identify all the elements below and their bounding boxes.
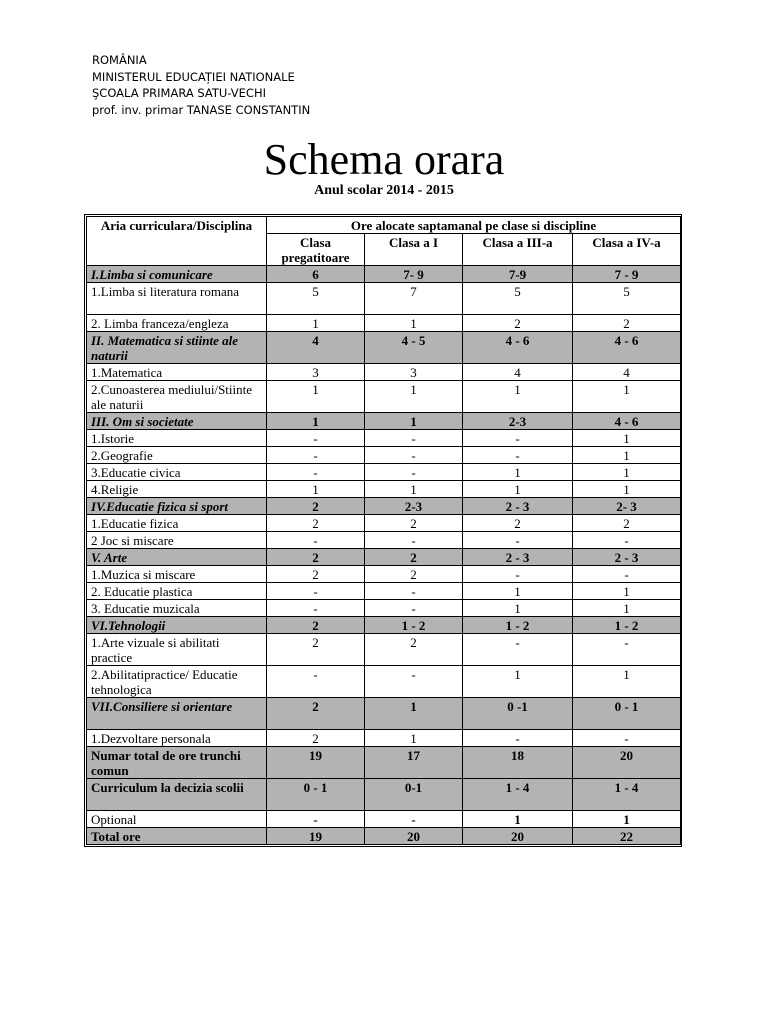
hours-cell: - — [267, 430, 365, 447]
hours-cell: 2 — [463, 315, 573, 332]
hours-cell: 2 - 3 — [573, 549, 681, 566]
hours-cell: 1 — [573, 464, 681, 481]
hours-cell: 2 — [267, 566, 365, 583]
table-row — [87, 828, 681, 845]
hours-cell: 1 — [365, 730, 463, 747]
schedule-table-frame — [84, 214, 682, 847]
table-row — [87, 315, 681, 332]
hours-cell: 1 - 4 — [463, 779, 573, 811]
hours-cell: 3 — [365, 364, 463, 381]
hours-cell: - — [463, 566, 573, 583]
hours-cell: 1 - 2 — [573, 617, 681, 634]
hours-cell: 2 — [267, 498, 365, 515]
hours-cell: 19 — [267, 747, 365, 779]
row-label: 2 Joc si miscare — [87, 532, 267, 549]
hours-cell: 1 — [365, 413, 463, 430]
hours-cell: - — [365, 666, 463, 698]
hours-cell: 1 — [267, 315, 365, 332]
hours-cell: 2 — [463, 515, 573, 532]
hours-cell: 4 - 6 — [463, 332, 573, 364]
hours-cell: 1 — [573, 481, 681, 498]
hours-cell: - — [463, 430, 573, 447]
hours-cell: 1 — [463, 666, 573, 698]
row-label: 2. Educatie plastica — [87, 583, 267, 600]
hours-cell: - — [365, 811, 463, 828]
table-row — [87, 583, 681, 600]
row-label: 1.Limba si literatura romana — [87, 283, 267, 315]
hours-cell: 2 — [573, 315, 681, 332]
row-label: Numar total de ore trunchi comun — [87, 747, 267, 779]
hours-cell: 3 — [267, 364, 365, 381]
hours-cell: - — [267, 464, 365, 481]
hours-cell: - — [365, 600, 463, 617]
hours-cell: 1 — [573, 430, 681, 447]
row-label: 1.Dezvoltare personala — [87, 730, 267, 747]
hours-cell: - — [267, 811, 365, 828]
hours-cell: 1 — [573, 600, 681, 617]
hours-cell: - — [365, 430, 463, 447]
hours-cell: 4 — [267, 332, 365, 364]
row-label: IV.Educatie fizica si sport — [87, 498, 267, 515]
row-label: VI.Tehnologii — [87, 617, 267, 634]
hours-cell: - — [365, 532, 463, 549]
hours-cell: 4 — [463, 364, 573, 381]
hours-cell: 1 — [463, 600, 573, 617]
table-row — [87, 498, 681, 515]
hours-cell: 1 — [573, 583, 681, 600]
row-label: 2. Limba franceza/engleza — [87, 315, 267, 332]
row-label: 2.Abilitatipractice/ Educatie tehnologica — [87, 666, 267, 698]
hours-cell: - — [573, 566, 681, 583]
table-row — [87, 666, 681, 698]
hours-cell: 7- 9 — [365, 266, 463, 283]
row-label: Total ore — [87, 828, 267, 845]
hours-cell: 2-3 — [463, 413, 573, 430]
hours-cell: 17 — [365, 747, 463, 779]
document-header — [92, 52, 310, 118]
hours-cell: 1 — [573, 666, 681, 698]
row-label: VII.Consiliere si orientare — [87, 698, 267, 730]
hours-cell: 1 — [573, 381, 681, 413]
hours-cell: 0-1 — [365, 779, 463, 811]
row-label: I.Limba si comunicare — [87, 266, 267, 283]
page-title: Schema orara — [263, 135, 505, 184]
hours-cell: - — [573, 634, 681, 666]
hours-cell: - — [267, 583, 365, 600]
hours-cell: 1 - 2 — [365, 617, 463, 634]
hours-cell: 2 - 3 — [463, 498, 573, 515]
table-row — [87, 364, 681, 381]
hours-cell: 22 — [573, 828, 681, 845]
hours-cell: - — [267, 532, 365, 549]
row-label: II. Matematica si stiinte ale naturii — [87, 332, 267, 364]
hours-cell: 2 — [365, 566, 463, 583]
hours-cell: - — [365, 583, 463, 600]
hours-cell: 1 — [463, 464, 573, 481]
hours-cell: - — [463, 532, 573, 549]
hours-cell: 1 — [267, 413, 365, 430]
hours-cell: 1 — [365, 315, 463, 332]
header-hours-group: Ore alocate saptamanal pe clase si discipline — [267, 217, 681, 234]
hours-cell: 20 — [365, 828, 463, 845]
row-label: 3.Educatie civica — [87, 464, 267, 481]
table-row — [87, 779, 681, 811]
hours-cell: 5 — [267, 283, 365, 315]
hours-cell: 7 — [365, 283, 463, 315]
hours-cell: 20 — [573, 747, 681, 779]
hours-cell: 4 - 6 — [573, 413, 681, 430]
table-row — [87, 464, 681, 481]
row-label: Curriculum la decizia scolii — [87, 779, 267, 811]
header-class-1: Clasa a I — [365, 234, 463, 266]
hours-cell: 18 — [463, 747, 573, 779]
hours-cell: 20 — [463, 828, 573, 845]
hours-cell: 1 — [365, 381, 463, 413]
hours-cell: - — [463, 730, 573, 747]
hours-cell: - — [463, 447, 573, 464]
header-line-school: ŞCOALA PRIMARA SATU-VECHI — [92, 86, 266, 100]
hours-cell: 1 — [365, 481, 463, 498]
table-row — [87, 532, 681, 549]
hours-cell: 2 — [267, 617, 365, 634]
row-label: III. Om si societate — [87, 413, 267, 430]
row-label: 1.Istorie — [87, 430, 267, 447]
table-row — [87, 617, 681, 634]
hours-cell: 6 — [267, 266, 365, 283]
hours-cell: 7-9 — [463, 266, 573, 283]
hours-cell: 2 - 3 — [463, 549, 573, 566]
table-row — [87, 332, 681, 364]
header-line-country: ROMÂNIA — [92, 53, 147, 67]
table-row — [87, 430, 681, 447]
table-row — [87, 266, 681, 283]
hours-cell: 1 — [463, 583, 573, 600]
table-row — [87, 811, 681, 828]
hours-cell: - — [573, 532, 681, 549]
hours-cell: 2 — [267, 730, 365, 747]
hours-cell: 2-3 — [365, 498, 463, 515]
page-subtitle: Anul scolar 2014 - 2015 — [314, 183, 454, 198]
table-row — [87, 515, 681, 532]
hours-cell: 2 — [365, 634, 463, 666]
table-row — [87, 730, 681, 747]
hours-cell: 2 — [267, 698, 365, 730]
table-row — [87, 698, 681, 730]
table-row — [87, 413, 681, 430]
table-row — [87, 381, 681, 413]
row-label: 1.Arte vizuale si abilitati practice — [87, 634, 267, 666]
hours-cell: 1 — [463, 811, 573, 828]
hours-cell: 2- 3 — [573, 498, 681, 515]
table-row — [87, 283, 681, 315]
hours-cell: 1 — [365, 698, 463, 730]
hours-cell: 5 — [573, 283, 681, 315]
table-row — [87, 566, 681, 583]
row-label: Optional — [87, 811, 267, 828]
hours-cell: - — [365, 447, 463, 464]
hours-cell: 1 - 2 — [463, 617, 573, 634]
schedule-table-body — [87, 266, 681, 845]
hours-cell: 2 — [365, 515, 463, 532]
hours-cell: 2 — [267, 549, 365, 566]
hours-cell: 4 - 6 — [573, 332, 681, 364]
row-label: V. Arte — [87, 549, 267, 566]
table-row — [87, 481, 681, 498]
hours-cell: - — [365, 464, 463, 481]
table-row — [87, 747, 681, 779]
hours-cell: 2 — [573, 515, 681, 532]
hours-cell: 4 — [573, 364, 681, 381]
hours-cell: 1 - 4 — [573, 779, 681, 811]
hours-cell: 0 -1 — [463, 698, 573, 730]
hours-cell: - — [267, 600, 365, 617]
row-label: 3. Educatie muzicala — [87, 600, 267, 617]
row-label: 1.Muzica si miscare — [87, 566, 267, 583]
hours-cell: 7 - 9 — [573, 266, 681, 283]
hours-cell: 1 — [463, 381, 573, 413]
hours-cell: 5 — [463, 283, 573, 315]
header-area: Aria curriculara/Disciplina — [87, 217, 267, 266]
hours-cell: 4 - 5 — [365, 332, 463, 364]
table-row — [87, 447, 681, 464]
hours-cell: - — [267, 447, 365, 464]
hours-cell: - — [463, 634, 573, 666]
hours-cell: - — [573, 730, 681, 747]
header-line-ministry: MINISTERUL EDUCAȚIEI NATIONALE — [92, 69, 295, 84]
table-row — [87, 600, 681, 617]
hours-cell: - — [267, 666, 365, 698]
header-class-0: Clasa pregatitoare — [267, 234, 365, 266]
schedule-table — [86, 216, 681, 845]
row-label: 2.Geografie — [87, 447, 267, 464]
hours-cell: 1 — [573, 447, 681, 464]
row-label: 1.Matematica — [87, 364, 267, 381]
hours-cell: 19 — [267, 828, 365, 845]
hours-cell: 2 — [267, 515, 365, 532]
row-label: 2.Cunoasterea mediului/Stiinte ale naturii — [87, 381, 267, 413]
hours-cell: 1 — [463, 481, 573, 498]
table-row — [87, 549, 681, 566]
hours-cell: 2 — [267, 634, 365, 666]
hours-cell: 2 — [365, 549, 463, 566]
hours-cell: 0 - 1 — [573, 698, 681, 730]
header-class-2: Clasa a III-a — [463, 234, 573, 266]
row-label: 1.Educatie fizica — [87, 515, 267, 532]
table-row — [87, 634, 681, 666]
hours-cell: 1 — [267, 381, 365, 413]
hours-cell: 1 — [573, 811, 681, 828]
hours-cell: 0 - 1 — [267, 779, 365, 811]
row-label: 4.Religie — [87, 481, 267, 498]
hours-cell: 1 — [267, 481, 365, 498]
header-line-teacher: prof. inv. primar TANASE CONSTANTIN — [92, 102, 311, 117]
header-class-3: Clasa a IV-a — [573, 234, 681, 266]
